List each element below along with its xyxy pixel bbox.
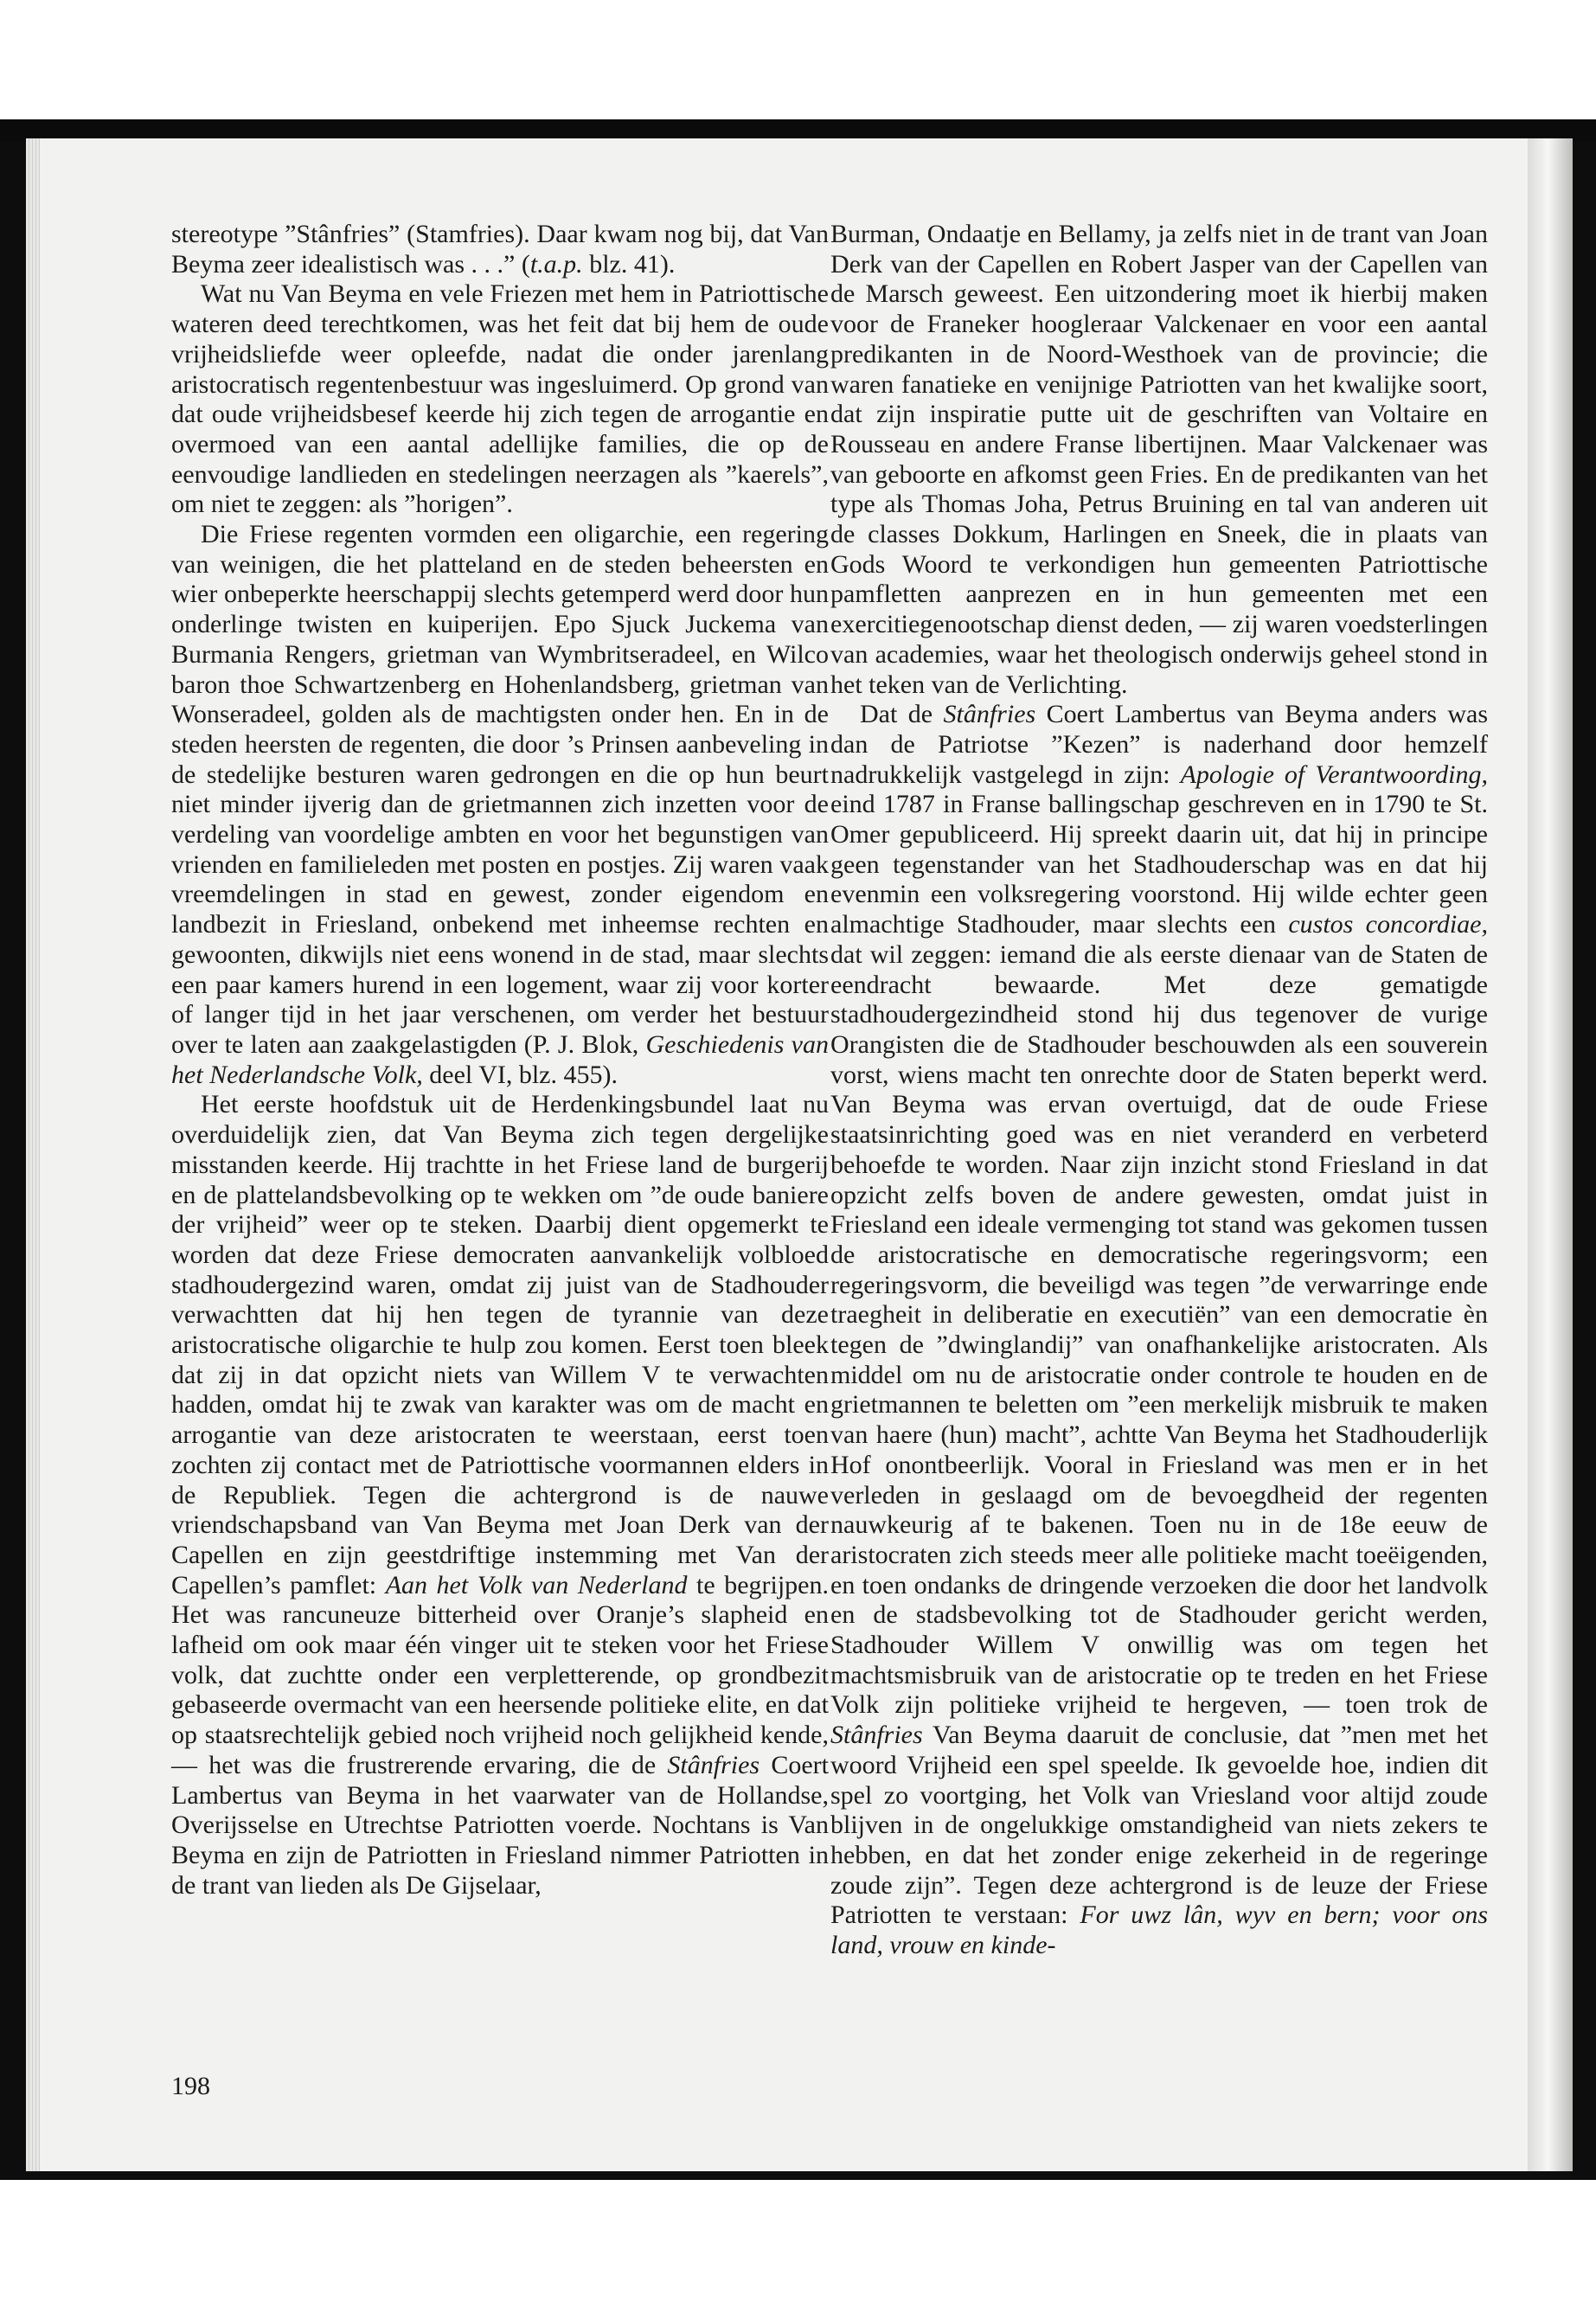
- paragraph: [830, 220, 1488, 700]
- italic-text: Geschiedenis van het Nederlandsche Volk,: [171, 1029, 829, 1089]
- paragraph: [830, 700, 1488, 1961]
- italic-text: Aan het Volk van Nederland: [385, 1570, 688, 1599]
- paragraph: [171, 220, 829, 279]
- text-run: stereotype ”Stânfries” (Stamfries). Daar kwam nog bij, dat Van Beyma zeer idealistisch was . . .” (: [171, 220, 829, 279]
- text-run: Die Friese regenten vormden een oligarchie, een regering van weinigen, die het platteland en de steden beheersten en wier onbeperkte heerschappij slechts getemperd werd door hun onderlinge twisten en kuiperijen. Epo Sjuck Juckema van Burmania Rengers, grietman van Wymbritseradeel, en Wilco baron thoe Schwartzenberg en Hohenlandsberg, grietman van Wonseradeel, golden als de machtigsten onder hen. En in de steden heersten de regenten, die door ’s Prinsen aanbeveling in de stedelijke besturen waren gedrongen en die op hun beurt niet minder ijverig dan de grietmannen zich inzetten voor de verdeling van voordelige ambten en voor het begunstigen van vrienden en familieleden met posten en postjes. Zij waren vaak vreemdelingen in stad en gewest, zonder eigendom en landbezit in Friesland, onbekend met inheemse rechten en gewoonten, dikwijls niet eens wonend in de stad, maar slechts een paar kamers hurend in een logement, waar zij voor korter of langer tijd in het jaar verschenen, om verder het bestuur over te laten aan zaakgelastigden (P. J. Blok,: [171, 520, 829, 1059]
- italic-text: For uwz lân, wyv en bern; voor ons land, vrouw en kinde-: [830, 1900, 1489, 1960]
- paragraph: [171, 279, 829, 520]
- scan-margin-top: [0, 0, 1596, 123]
- left-text-column: [171, 220, 829, 1900]
- italic-text: Stânfries: [830, 1721, 923, 1750]
- italic-text: Apologie of Verantwoording,: [1180, 760, 1488, 789]
- paragraph: [171, 520, 829, 1090]
- text-run: Wat nu Van Beyma en vele Friezen met hem in Patriottische wateren deed terechtkomen, was het feit dat bij hem de oude vrijheidsliefde weer opleefde, nadat die onder jarenlang aristocratisch regentenbestuur was ingesluimerd. Op grond van dat oude vrijheidsbesef keerde hij zich tegen de arrogantie en overmoed van een aantal adellijke families, die op de eenvoudige landlieden en stedelingen neerzagen als ”kaerels”, om niet te zeggen: als ”horigen”.: [171, 279, 829, 519]
- text-run: Burman, Ondaatje en Bellamy, ja zelfs niet in de trant van Joan Derk van der Capellen en Robert Jasper van der Capellen van de Marsch geweest. Een uitzondering moet ik hierbij maken voor de Franeker hoogleraar Valckenaer en voor een aantal predikanten in de Noord-Westhoek van de provincie; die waren fanatieke en venijnige Patriotten van het kwalijke soort, dat zijn inspiratie putte uit de geschriften van Voltaire en Rousseau en andere Franse libertijnen. Maar Valckenaer was van geboorte en afkomst geen Fries. En de predikanten van het type als Thomas Joha, Petrus Bruining en tal van anderen uit de classes Dokkum, Harlingen en Sneek, die in plaats van Gods Woord te verkondigen hun gemeenten Patriottische pamfletten aanprezen en in hun gemeenten met een exercitiegenootschap dienst deden, — zij waren voedsterlingen van academies, waar het theologisch onderwijs geheel stond in het teken van de Verlichting.: [830, 220, 1488, 699]
- italic-text: Stânfries: [667, 1750, 760, 1779]
- text-run: blz. 41).: [582, 249, 676, 279]
- italic-text: custos concordiae,: [1288, 910, 1488, 939]
- text-run: Van Beyma daaruit de conclusie, dat ”men met het woord Vrijheid een spel speelde. Ik gevoelde hoe, indien dit spel zo voortging, het Volk van Vriesland voor altijd zoude blijven in de ongelukkige omstandigheid van niets zekers te hebben, en dat het zonder enige zekerheid in de regeringe zoude zijn”. Tegen deze achtergrond is de leuze der Friese Patriotten te verstaan:: [830, 1721, 1488, 1930]
- text-run: eind 1787 in Franse ballingschap geschreven en in 1790 te St. Omer gepubliceerd. Hij spreekt daarin uit, dat hij in principe geen tegenstander van het Stadhouderschap was en dat hij evenmin een volksregering voorstond. Hij wilde echter geen almachtige Stadhouder, maar slechts een: [830, 790, 1488, 939]
- text-run: Coert Lambertus van Beyma anders was dan de Patriotse ”Kezen” is naderhand door hemzelf nadrukkelijk vastgelegd in zijn:: [830, 700, 1488, 789]
- page-number: 198: [171, 2072, 210, 2100]
- italic-text: Stânfries: [943, 700, 1036, 729]
- text-run: deel VI, blz. 455).: [422, 1060, 618, 1089]
- page-curl-right: [1528, 138, 1573, 2171]
- text-run: dat wil zeggen: iemand die als eerste dienaar van de Staten de eendracht bewaarde. Met deze gematigde stadhoudergezindheid stond hij dus tegenover de vurige Orangisten die de Stadhouder beschouwden als een souverein vorst, wiens macht ten onrechte door de Staten beperkt werd. Van Beyma was ervan overtuigd, dat de oude Friese staatsinrichting goed was en niet veranderd en verbeterd behoefde te worden. Naar zijn inzicht stond Friesland in dat opzicht zelfs boven de andere gewesten, omdat juist in Friesland een ideale vermenging tot stand was gekomen tussen de aristocratische en democratische regeringsvorm; een regeringsvorm, die beveiligd was tegen ”de verwarringe ende traegheit in deliberatie en executiën” van een democratie èn tegen de ”dwinglandij” van onafhankelijke aristocraten. Als middel om nu de aristocratie onder controle te houden en de grietmannen te beletten om ”een merkelijk misbruik te maken van haere (hun) macht”, achtte Van Beyma het Stadhouderlijk Hof onontbeerlijk. Vooral in Friesland was men er in het verleden in geslaagd om de bevoegdheid der regenten nauwkeurig af te bakenen. Toen nu in de 18e eeuw de aristocraten zich steeds meer alle politieke macht toeëigenden, en toen ondanks de dringende verzoeken die door het landvolk en de stadsbevolking tot de Stadhouder gericht werden, Stadhouder Willem V onwillig was om tegen het machtsmisbruik van de aristocratie op te treden en het Friese Volk zijn politieke vrijheid te hergeven, — toen trok de: [830, 939, 1488, 1720]
- text-run: te begrijpen. Het was rancuneuze bitterheid over Oranje’s slapheid en lafheid om ook maar één vinger uit te steken voor het Friese volk, dat zuchtte onder een verpletterende, op grondbezit gebaseerde overmacht van een heersende politieke elite, en dat op staatsrechtelijk gebied noch vrijheid noch gelijkheid kende, — het was die frustrerende ervaring, die de: [171, 1570, 829, 1779]
- paragraph: [171, 1090, 829, 1900]
- italic-text: t.a.p.: [529, 249, 583, 279]
- text-run: Het eerste hoofdstuk uit de Herdenkingsbundel laat nu overduidelijk zien, dat Van Beyma zich tegen dergelijke misstanden keerde. Hij trachtte in het Friese land de burgerij en de plattelandsbevolking op te wekken om ”de oude baniere der vrijheid” weer op te steken. Daarbij dient opgemerkt te worden dat deze Friese democraten aanvankelijk volbloed stadhoudergezind waren, omdat zij juist van de Stadhouder verwachtten dat hij hen tegen de tyrannie van deze aristocratische oligarchie te hulp zou komen. Eerst toen bleek dat zij in dat opzicht niets van Willem V te verwachten hadden, omdat hij te zwak van karakter was om de macht en arrogantie van deze aristocraten te weerstaan, eerst toen zochten zij contact met de Patriottische voormannen elders in de Republiek. Tegen die achtergrond is de nauwe vriendschapsband van Van Beyma met Joan Derk van der Capellen en zijn geestdriftige instemming met Van der Capellen’s pamflet:: [171, 1090, 829, 1599]
- right-text-column: [830, 220, 1488, 1961]
- scan-margin-bottom: [0, 2180, 1596, 2301]
- text-run: Coert Lambertus van Beyma in het vaarwater van de Hollandse, Overijsselse en Utrechtse Patriotten voerde. Nochtans is Van Beyma en zijn de Patriotten in Friesland nimmer Patriotten in de trant van lieden als De Gijselaar,: [171, 1750, 829, 1900]
- text-run: Dat de: [860, 700, 944, 729]
